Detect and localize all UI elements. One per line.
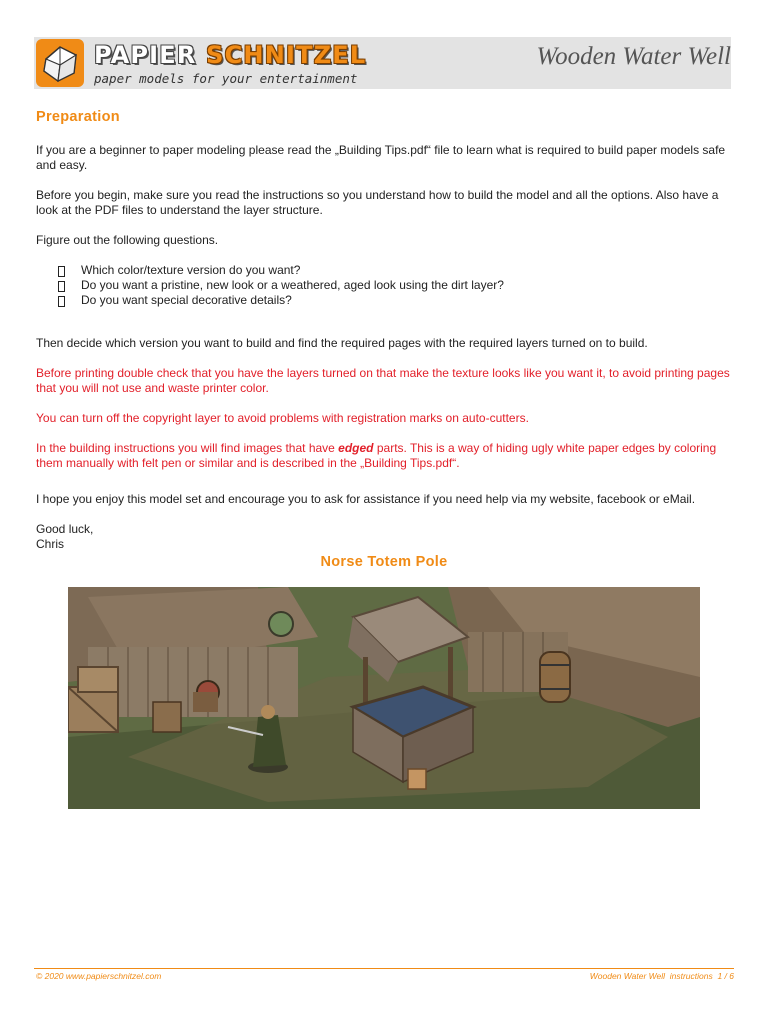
figure-heading: Norse Totem Pole (320, 554, 448, 570)
brand-tagline: paper models for your entertainment (94, 71, 358, 86)
warning-check-layers: Before printing double check that you have the layers turned on that make the texture looks like you want it, to avoid printing pages that you will not use and waste printer color. (36, 366, 730, 395)
model-photo (68, 587, 700, 809)
signoff-greeting: Good luck, (36, 522, 94, 536)
paragraph-enjoy: I hope you enjoy this model set and encourage you to ask for assistance if you need help via my website, facebook or eMail. (36, 492, 696, 506)
checkbox-square-icon (58, 296, 65, 307)
list-item: Do you want a pristine, new look or a weathered, aged look using the dirt layer? (58, 278, 504, 293)
document-title: Wooden Water Well (536, 43, 731, 70)
paragraph-decide-version: Then decide which version you want to build and find the required pages with the required layers turned on to build. (36, 336, 648, 350)
page-header (34, 37, 731, 89)
footer-page-info: Wooden Water Well instructions 1 / 6 (589, 971, 734, 981)
list-item: Which color/texture version do you want? (58, 263, 504, 278)
warning-copyright-layer: You can turn off the copyright layer to avoid problems with registration marks on auto-cutters. (36, 411, 529, 425)
list-item: Do you want special decorative details? (58, 293, 504, 308)
paragraph-questions-intro: Figure out the following questions. (36, 233, 219, 247)
emphasis-edged: edged (338, 441, 374, 455)
papier-schnitzel-logo-icon (36, 39, 84, 87)
paragraph-before-begin: Before you begin, make sure you read the instructions so you understand how to build the model and all the options. Also have a look at the PDF files to understand the layer structure. (36, 188, 719, 217)
footer-divider (34, 968, 734, 969)
questions-list (58, 263, 504, 308)
paragraph-beginner-tips: If you are a beginner to paper modeling please read the „Building Tips.pdf“ file to learn what is required to build paper models safe and easy. (36, 143, 726, 172)
brand-word-schnitzel: SCHNITZEL (206, 41, 367, 69)
signoff-name: Chris (36, 537, 65, 551)
section-heading-preparation: Preparation (36, 109, 120, 125)
brand-name (94, 41, 366, 69)
brand-word-papier: PAPIER (94, 41, 197, 69)
checkbox-square-icon (58, 281, 65, 292)
checkbox-square-icon (58, 266, 65, 277)
footer-copyright: © 2020 www.papierschnitzel.com (36, 971, 162, 981)
warning-edged-parts: In the building instructions you will find images that have edged parts. This is a way of hiding ugly white paper edges by coloring them manually with felt pen or similar and is described in the „Building Tips.pdf“. (36, 441, 717, 470)
